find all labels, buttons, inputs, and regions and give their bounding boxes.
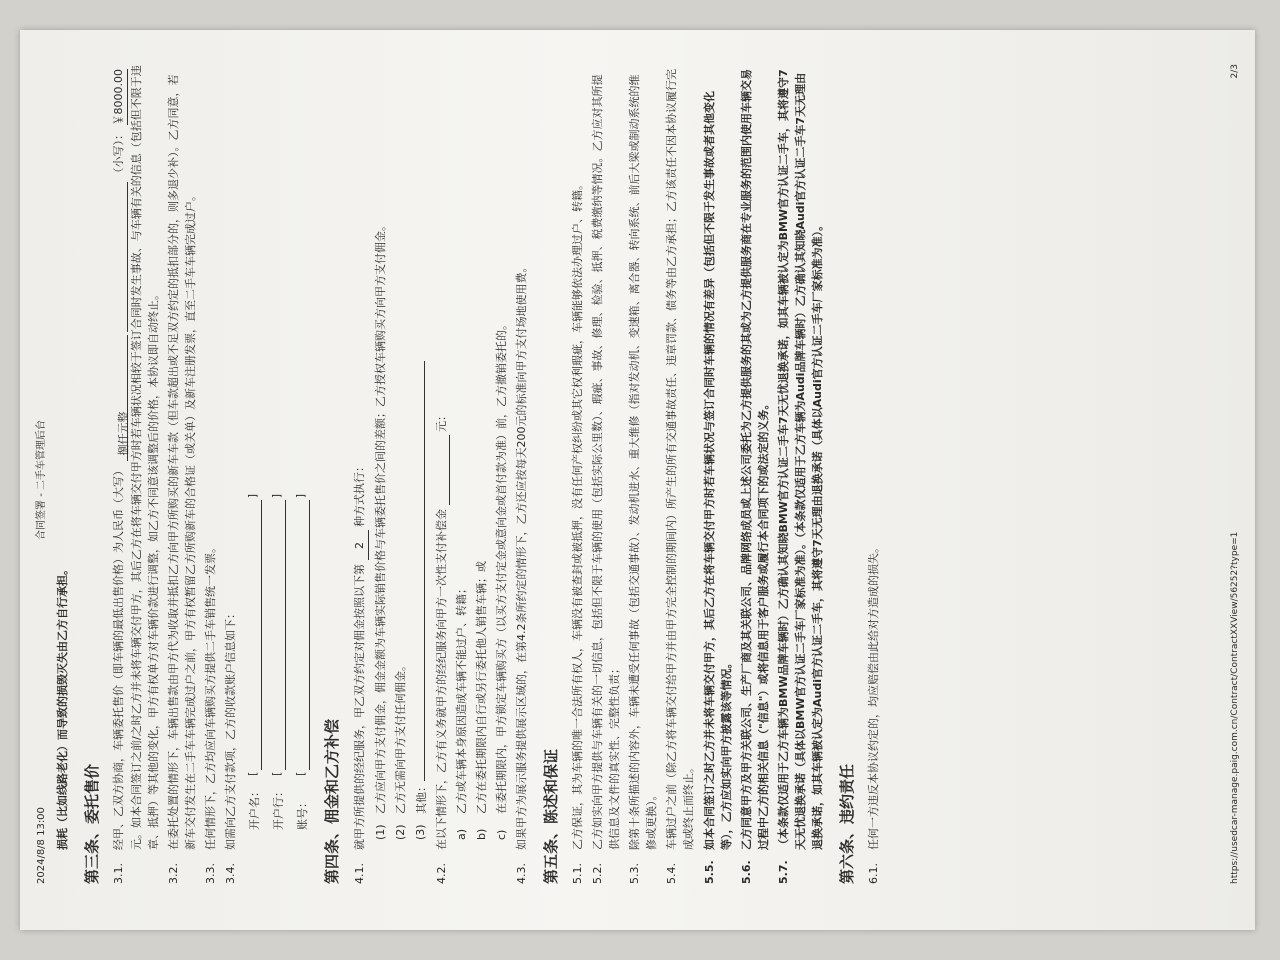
option-number: (2) bbox=[393, 824, 407, 840]
clause-4-1-option-2 bbox=[392, 64, 409, 874]
sub-number: c) bbox=[494, 829, 508, 840]
clause-text: 元。如本合同签订之前/之时乙方并未将车辆交付甲方，其后乙方在将车辆交付甲方时若车辆状况相较于签订合同时发生事故、与车辆有关的信息（包括但不限于违章、抵押）等其他的变化，甲方有权单方对车辆价款进行调整，如乙方不同意该调整后的价格，本协议即自动终止。 bbox=[129, 65, 160, 850]
page-footer bbox=[1229, 64, 1243, 884]
contract-page bbox=[20, 30, 1255, 930]
clause-5-6 bbox=[738, 64, 772, 884]
account-bank-row bbox=[270, 64, 287, 830]
clause-number: 4.2. bbox=[434, 863, 448, 884]
account-name-field bbox=[247, 500, 262, 770]
clause-text: 任何情形下，乙方均应向车辆购买方提供二手车销售统一发票。 bbox=[204, 542, 218, 850]
amount-cn-blank bbox=[115, 182, 128, 332]
option-number: (1) bbox=[373, 824, 387, 840]
clause-3-4 bbox=[222, 64, 239, 884]
clause-text: 乙方同意甲方及甲方关联公司、生产厂商及其关联公司、品牌网络成员或上述公司委托为乙方提供服务的其或为乙方提供服务商在专业服务的范围内使用车辆交易过程中乙方的相关信息（"信息"）或将信息用于客户服务或履行本合同项下的或法定的义务。 bbox=[739, 69, 770, 850]
clause-text: 元： bbox=[434, 410, 448, 432]
option-text: 其他： bbox=[414, 781, 428, 814]
account-number-field bbox=[295, 500, 310, 770]
clause-text: 如需向乙方支付款项，乙方的收款账户信息如下： bbox=[224, 608, 238, 850]
clause-text: 车辆过户之前（除乙方将车辆交付给甲方并由甲方完全控制的期间内）所产生的所有交通事故责任、违章罚款、债务等由乙方承担；乙方该责任不因本协议履行完成或终止而终止。 bbox=[665, 69, 696, 850]
clause-number: 5.2. bbox=[591, 863, 605, 884]
clause-5-5 bbox=[701, 64, 735, 884]
clause-text: 乙方保证，其为车辆的唯一合法所有权人，车辆没有被查封或被抵押，没有任何产权纠纷或其它权利瑕疵，车辆能够依法办理过户、转籍。 bbox=[571, 179, 585, 850]
clause-5-7 bbox=[775, 64, 826, 884]
sub-number: b) bbox=[474, 828, 488, 840]
clause-5-1 bbox=[569, 64, 586, 884]
clause-number: 3.4. bbox=[224, 863, 238, 884]
clause-number: 5.6. bbox=[739, 860, 753, 884]
clause-5-3 bbox=[626, 64, 660, 884]
page-number: 2/3 bbox=[1230, 64, 1241, 79]
account-name-label: 开户名： bbox=[248, 786, 262, 830]
clause-text: 在委托处置的情形下，车辆出售款由甲方代为收取并抵扣乙方向甲方所购买的新车车款（但车款超出或不足双方约定的抵扣部分的，则多退少补）。乙方同意，若新车交付发生在二手车车辆完成过户之前，甲方有权暂留乙方所购新车的合格证（或关单）及新车注册发票，直至二手车车辆完成过户。 bbox=[166, 74, 197, 850]
option-number: (3) bbox=[413, 824, 427, 840]
clause-5-2 bbox=[589, 64, 623, 884]
other-blank bbox=[412, 361, 425, 781]
sub-text: 在委托期限内，甲方锁定车辆购买方（以买方支付定金或意向金或首付款为准）前，乙方撤销委托的。 bbox=[494, 319, 508, 814]
clause-text: （本条款仅适用于乙方车辆为BMW品牌车辆时）乙方确认其知晓BMW官方认证二手车7天无忧退换承诺，如其车辆被认定为BMW官方认证二手车，其将遵守7天无忧退换承诺（具体以BMW官方认证二手车厂家标准为准）。（本条款仅适用于乙方车辆为Audi品牌车辆时）乙方确认其知晓Audi官方认证二手车7天无理由退换承诺，如其车辆被认定为Audi官方认证二手车，其将遵守7天无理由退换承诺（具体以Audi官方认证二手车厂家标准为准）。 bbox=[776, 69, 824, 850]
clause-text: 种方式执行： bbox=[352, 461, 366, 527]
clause-number: 3.1. bbox=[111, 863, 125, 884]
sub-text: 乙方在委托期限内自行或另行委托他人销售车辆；或 bbox=[474, 561, 488, 814]
clause-4-3 bbox=[513, 64, 530, 884]
clause-number: 4.3. bbox=[514, 863, 528, 884]
clause-number: 5.4. bbox=[665, 863, 679, 884]
compensation-blank bbox=[437, 436, 450, 506]
article-6-title: 第六条、违约责任 bbox=[837, 763, 856, 884]
option-text: 乙方应向甲方支付佣金，佣金金额为车辆实际销售价格与车辆委托售价之间的差额；乙方授权车辆购买方向甲方支付佣金。 bbox=[373, 220, 387, 814]
commission-choice: 2 bbox=[351, 531, 369, 561]
clause-4-2-b bbox=[473, 64, 490, 874]
clause-number: 6.1. bbox=[867, 863, 881, 884]
clause-text: 如果甲方为展示服务提供展示区域的，在第4.2条所约定的情形下，乙方还应按每天200元的标准向甲方支付场地使用费。 bbox=[514, 261, 528, 850]
clause-number: 5.7. bbox=[776, 860, 790, 884]
clause-text: 经甲、乙双方协商，车辆委托售价（即车辆的最低出售价格）为人民币（大写） bbox=[111, 465, 125, 850]
clause-text: 任何一方违反本协议约定的，均应赔偿由此给对方造成的损失。 bbox=[867, 542, 881, 850]
clause-4-1 bbox=[351, 64, 369, 884]
clause-number: 5.5. bbox=[702, 860, 716, 884]
account-bank-label: 开户行： bbox=[272, 786, 286, 830]
header-datetime: 2024/8/8 13:00 bbox=[36, 807, 47, 884]
article-4-title: 第四条、佣金和乙方补偿 bbox=[323, 718, 342, 884]
clause-3-2 bbox=[165, 64, 199, 884]
clause-number: 5.3. bbox=[628, 863, 642, 884]
account-number-row bbox=[294, 64, 311, 830]
account-bank-field bbox=[271, 500, 286, 770]
clause-3-3 bbox=[202, 64, 219, 884]
clause-text: 如本合同签订之时乙方并未将车辆交付甲方，其后乙方在将车辆交付甲方时若车辆状况与签订合同时车辆的情况有差异（包括但不限于发生事故或者其他变化等），乙方应如实向甲方披露该等情况。 bbox=[702, 91, 733, 850]
clause-text: （小写）： bbox=[111, 129, 125, 179]
account-number-label: 账号： bbox=[296, 797, 310, 830]
clause-text: 除第十条所描述的内容外，车辆未遭受任何事故（包括交通事故）、发动机进水、重大维修（指对发动机、变速箱、离合器、转向系统、前后大梁或制动系统的维修或更换）。 bbox=[628, 74, 659, 850]
clause-3-1 bbox=[110, 64, 162, 884]
clause-5-4 bbox=[663, 64, 697, 884]
article-3-title: 第三条、委托售价 bbox=[82, 763, 101, 884]
amount-num: ￥8000.00 bbox=[110, 69, 128, 126]
clause-text: 在以下情形下，乙方有义务就甲方的经纪服务向甲方一次性支付补偿金 bbox=[434, 509, 448, 850]
clause-number: 4.1. bbox=[352, 863, 366, 884]
clause-4-1-option-1 bbox=[372, 64, 389, 874]
clause-4-2-a bbox=[453, 64, 470, 874]
contract-paper bbox=[20, 30, 1255, 930]
clause-6-1 bbox=[865, 64, 882, 884]
page-header bbox=[34, 64, 50, 884]
clause-4-2-c bbox=[493, 64, 510, 874]
clause-4-2 bbox=[433, 64, 450, 884]
account-name-row bbox=[246, 64, 263, 830]
option-text: 乙方无需向甲方支付任何佣金。 bbox=[393, 660, 407, 814]
intro-text: 损耗（比如线路老化）而导致的损毁灭失由乙方自行承担。 bbox=[55, 564, 69, 850]
intro-paragraph bbox=[54, 64, 71, 884]
article-5-title: 第五条、陈述和保证 bbox=[541, 748, 560, 884]
clause-4-1-option-3 bbox=[412, 64, 430, 874]
clause-number: 3.2. bbox=[166, 863, 180, 884]
amount-cn: 捌仟元整 bbox=[115, 336, 128, 462]
clause-number: 5.1. bbox=[571, 863, 585, 884]
clause-number: 3.3. bbox=[204, 863, 218, 884]
sub-text: 乙方或车辆本身原因造成车辆不能过户、转籍； bbox=[454, 583, 468, 814]
sub-number: a) bbox=[454, 828, 468, 840]
footer-url[interactable]: https://usedcar-manage.paig.com.cn/Contract/ContractXXView/56252?type=1 bbox=[1230, 531, 1241, 884]
clause-text: 就甲方所提供的经纪服务，甲乙双方约定对佣金按照以下第 bbox=[352, 564, 366, 850]
header-title: 合同签署 - 二手车管理后台 bbox=[36, 420, 47, 540]
clause-text: 乙方如实向甲方提供与车辆有关的一切信息，包括但不限于车辆的使用（包括实际公里数）、瑕疵、事故、修理、检验、抵押、税费缴纳等情况。乙方应对其所提供信息及文件的真实性、完整性负责； bbox=[591, 74, 622, 850]
